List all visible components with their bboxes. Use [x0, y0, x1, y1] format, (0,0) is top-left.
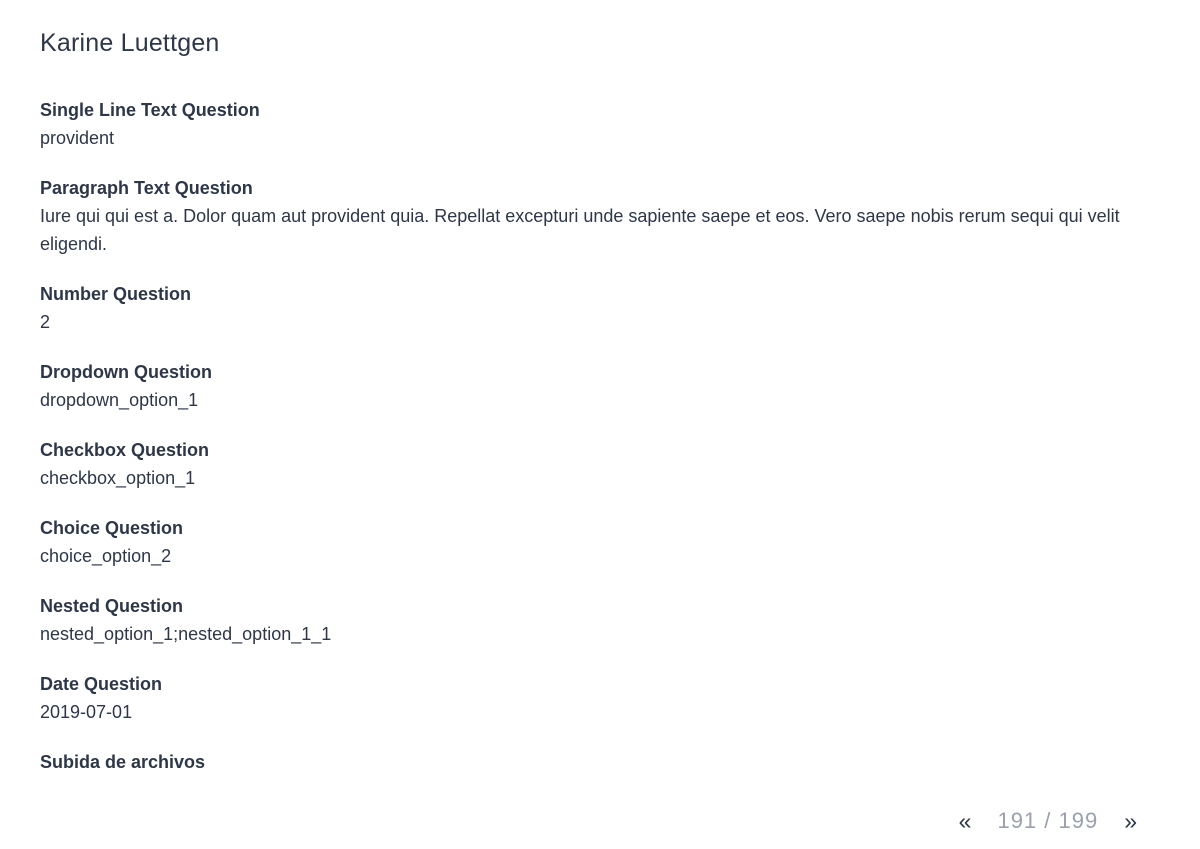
- question-block: [40, 96, 1160, 152]
- question-answer: 2019-07-01: [40, 702, 133, 722]
- question-label: Paragraph Text Question: [40, 178, 253, 198]
- question-label: Subida de archivos: [40, 752, 206, 772]
- question-answer: nested_option_1;nested_option_1_1: [40, 624, 332, 644]
- pagination: [959, 809, 1137, 833]
- questions-list: [40, 96, 1160, 798]
- pagination-footer: [40, 809, 1160, 849]
- respondent-name: Karine Luettgen: [40, 29, 220, 57]
- next-page-button[interactable]: »: [1124, 808, 1137, 834]
- question-answer: Iure qui qui est a. Dolor quam aut provident quia. Repellat excepturi unde sapiente saepe et eos. Vero saepe nobis rerum sequi qui velit eligendi.: [40, 206, 1120, 254]
- question-block: [40, 280, 1160, 336]
- question-label: Single Line Text Question: [40, 100, 260, 120]
- question-label: Choice Question: [40, 518, 184, 538]
- question-answer: choice_option_2: [40, 546, 172, 566]
- question-label: Nested Question: [40, 596, 184, 616]
- question-answer: provident: [40, 128, 115, 148]
- question-block: [40, 436, 1160, 492]
- question-answer: dropdown_option_1: [40, 390, 199, 410]
- question-block: [40, 592, 1160, 648]
- question-label: Date Question: [40, 674, 163, 694]
- page-indicator: 191 / 199: [997, 808, 1099, 833]
- question-block: [40, 514, 1160, 570]
- question-label: Dropdown Question: [40, 362, 212, 382]
- question-label: Number Question: [40, 284, 192, 304]
- previous-page-button[interactable]: «: [958, 808, 972, 834]
- question-label: Checkbox Question: [40, 440, 210, 460]
- question-block: [40, 358, 1160, 414]
- question-answer: 2: [40, 312, 51, 332]
- question-block: [40, 748, 1160, 776]
- question-answer: checkbox_option_1: [40, 468, 196, 488]
- question-block: [40, 174, 1160, 258]
- question-block: [40, 670, 1160, 726]
